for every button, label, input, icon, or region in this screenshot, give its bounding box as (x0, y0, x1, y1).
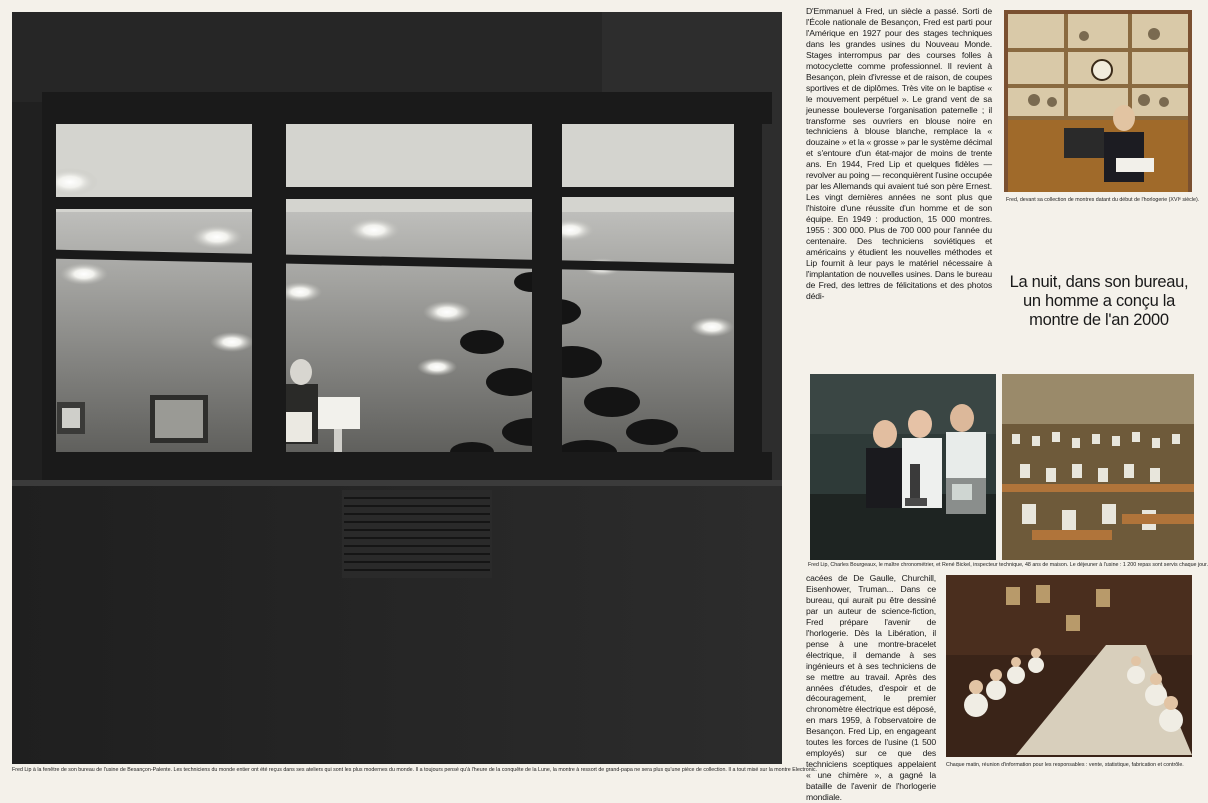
lab-and-canteen-caption: Fred Lip, Charles Bourgeaux, le maître chronométrier, et René Bickel, inspecteur technique, 48 ans de maison. Le déjeuner à l'usine : 1 200 repas sont servis chaque jour. (808, 562, 1208, 568)
meeting-caption: Chaque matin, réunion d'information pour les responsables : vente, statistique, fabrication et contrôle. (946, 762, 1184, 768)
night-office-photo (12, 12, 782, 764)
meeting-room-photo (946, 575, 1192, 757)
collection-caption: Fred, devant sa collection de montres datant du début de l'horlogerie (XVIᵉ siècle). (1006, 197, 1200, 203)
clock-collection-photo (1004, 10, 1192, 192)
canteen-photo (1002, 374, 1194, 560)
article-column-2: cacées de De Gaulle, Churchill, Eisenhower, Truman... Dans ce bureau, qui aurait pu être dessiné par un auteur de science-fiction, Fred prépare l'avenir de l'horlogerie. Dès la Libération, il pense à une montre-bracelet électrique, il demande à ses ingénieurs et à ses techniciens de se mettre au travail. Après des années d'études, d'espoir et de découragement, le premier chronomètre électrique est déposé, en mars 1959, à l'observatoire de Besançon. Fred Lip, en engageant toutes les forces de l'usine (1 500 employés) sur ce que des techniciens sceptiques appelaient « une chimère », a gagné la bataille de l'avenir de l'horlogerie mondiale. (806, 573, 936, 803)
main-photo-caption: Fred Lip à la fenêtre de son bureau de l'usine de Besançon-Palente. Les techniciens du monde entier ont été reçus dans ses ateliers qui sont les plus modernes du monde. Il a toujours pensé qu'à l'heure de la conquête de la Lune, la montre à ressort de grand-papa ne sera plus qu'une pièce de collection. Il a tout misé sur la montre Electronic. (12, 767, 817, 773)
headline: La nuit, dans son bureau, un homme a conçu la montre de l'an 2000 (1009, 273, 1189, 330)
microscope-lab-photo (810, 374, 996, 560)
article-column-1: D'Emmanuel à Fred, un siècle a passé. Sorti de l'École nationale de Besançon, Fred est parti pour l'Amérique en 1927 pour des stages techniques dans les grandes usines du Nouveau Monde. Stages interrompus par des courses folles à motocyclette comme professionnel. Il revient à Besançon, plein d'ivresse et de raison, de coupes sportives et de diplômes. Très vite on le baptise « le mouvement perpétuel ». Le grand vent de sa jeunesse bouleverse l'organisation paternelle ; il transforme ses ouvriers en blouse noire en techniciens à blouse blanche, remplace la « douzaine » et la « grosse » par le système décimal et s'entoure d'un état-major de moins de trente ans. En 1944, Fred Lip et quelques fidèles — revolver au poing — reconquièrent l'usine occupée par les Allemands qui avaient tué son père Ernest. Les vingt dernières années ne sont plus que l'histoire d'une réussite d'un homme et de son équipe. En 1949 : production, 15 000 montres. 1955 : 300 000. Plus de 700 000 pour l'année du centenaire. Des techniciens soviétiques et américains y étudient les nouvelles méthodes et Lip fournit à leur pays le matériel nécessaire à l'implantation de nouvelles usines. Dans le bureau de Fred, des lettres de félicitations et des photos dédi- (806, 6, 992, 301)
